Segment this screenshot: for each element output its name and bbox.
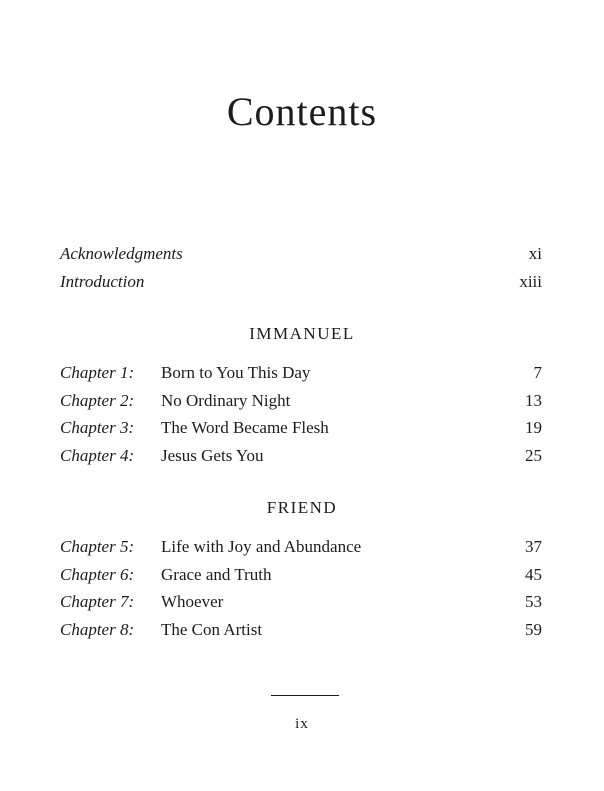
- entry-label: Introduction: [60, 271, 145, 291]
- chapter-page-number: 53: [525, 592, 542, 611]
- part-heading-friend: FRIEND: [266, 498, 338, 517]
- chapter-page-number: 19: [525, 418, 542, 437]
- chapter-page-number: 25: [525, 445, 542, 465]
- chapter-page-number: 7: [533, 363, 542, 382]
- chapter-title: Born to You This Day: [161, 363, 311, 382]
- chapter-number: Chapter 1:: [60, 363, 135, 382]
- chapter-page-number: 37: [525, 537, 542, 556]
- chapter-number: Chapter 6:: [60, 564, 135, 584]
- chapter-entry: [60, 536, 542, 564]
- entry-page-number: xi: [528, 244, 542, 263]
- chapter-entry: [60, 564, 542, 592]
- entry-label: Acknowledgments: [60, 244, 183, 263]
- chapter-number: Chapter 7:: [60, 592, 135, 611]
- chapter-number: Chapter 4:: [60, 445, 135, 465]
- chapter-entry: [60, 445, 542, 473]
- chapter-number: Chapter 8:: [60, 619, 135, 639]
- chapter-title: The Word Became Flesh: [161, 418, 329, 437]
- page-number-folio: ix: [295, 716, 309, 732]
- part-heading-immanuel: IMMANUEL: [249, 324, 355, 343]
- chapter-title: No Ordinary Night: [161, 390, 291, 410]
- front-matter-list: [60, 243, 542, 298]
- chapter-entry: [60, 417, 542, 445]
- chapter-number: Chapter 3:: [60, 418, 135, 437]
- folio-rule: [271, 695, 339, 696]
- chapter-page-number: 59: [525, 619, 542, 639]
- chapter-title: Jesus Gets You: [161, 445, 264, 465]
- entry-page-number: xiii: [519, 271, 542, 291]
- chapter-list-immanuel: [60, 362, 542, 472]
- page-title: Contents: [226, 89, 378, 134]
- chapter-number: Chapter 5:: [60, 537, 135, 556]
- chapter-list-friend: [60, 536, 542, 646]
- chapter-title: Whoever: [161, 592, 224, 611]
- chapter-entry: [60, 591, 542, 619]
- chapter-page-number: 13: [525, 390, 542, 410]
- chapter-page-number: 45: [525, 564, 542, 584]
- chapter-title: The Con Artist: [161, 619, 263, 639]
- chapter-entry: [60, 619, 542, 647]
- front-matter-entry: [60, 271, 542, 299]
- chapter-title: Grace and Truth: [161, 564, 272, 584]
- chapter-title: Life with Joy and Abundance: [161, 537, 362, 556]
- front-matter-entry: [60, 243, 542, 271]
- chapter-number: Chapter 2:: [60, 390, 135, 410]
- chapter-entry: [60, 362, 542, 390]
- chapter-entry: [60, 390, 542, 418]
